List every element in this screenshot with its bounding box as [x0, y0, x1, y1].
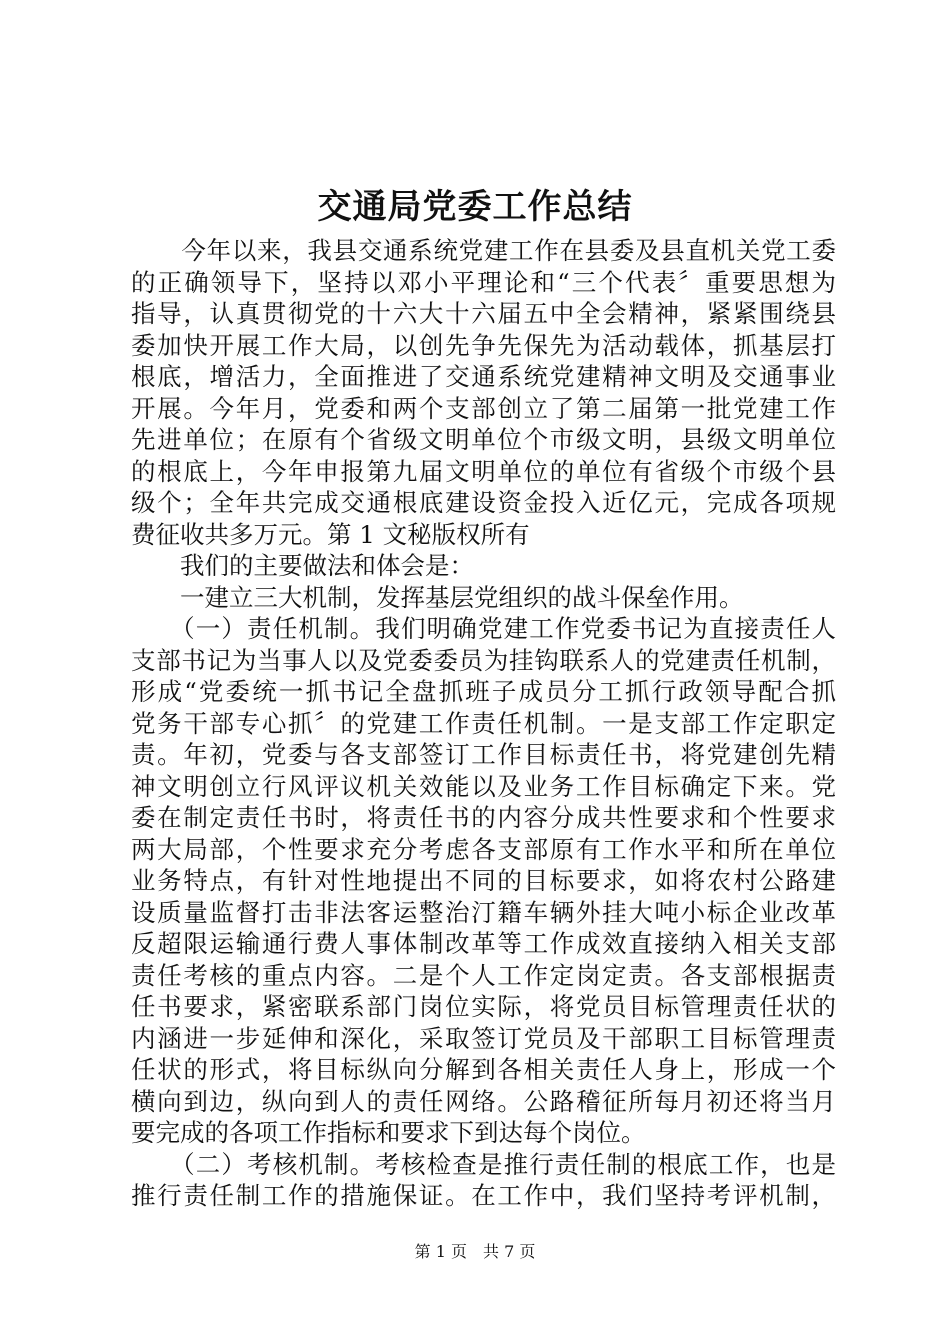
body-line: 业务特点，有针对性地提出不同的目标要求，如将农村公路建 [131, 866, 836, 895]
body-line: 形成“党委统一抓书记全盘抓班子成员分工抓行政领导配合抓 [131, 677, 836, 706]
body-line: 责。年初，党委与各支部签订工作目标责任书，将党建创先精 [131, 740, 836, 769]
document-title: 交通局党委工作总结 [317, 187, 633, 227]
body-line: 根底，增活力，全面推进了交通系统党建精神文明及交通事业 [131, 362, 836, 391]
body-line: 的正确领导下，坚持以邓小平理论和“三个代表〞重要思想为 [131, 267, 836, 297]
body-line: 内涵进一步延伸和深化，采取签订党员及干部职工目标管理责 [131, 1023, 836, 1053]
body-line: 我们的主要做法和体会是： [131, 551, 474, 580]
body-line: 要完成的各项工作指标和要求下到达每个岗位。 [131, 1118, 646, 1147]
body-line: 的根底上，今年申报第九届文明单位的单位有省级个市级个县 [131, 456, 836, 486]
body-line: 开展。今年月，党委和两个支部创立了第二届第一批党建工作 [131, 393, 836, 423]
body-line: 责任考核的重点内容。二是个人工作定岗定责。各支部根据责 [131, 960, 836, 990]
body-line: 委在制定责任书时，将责任书的内容分成共性要求和个性要求 [131, 803, 836, 832]
document-body [131, 235, 836, 1212]
body-line: 任状的形式，将目标纵向分解到各相关责任人身上，形成一个 [131, 1055, 836, 1084]
body-line: 一建立三大机制，发挥基层党组织的战斗保垒作用。 [131, 582, 744, 612]
body-line: 指导，认真贯彻党的十六大十六届五中全会精神，紧紧围绕县 [131, 299, 836, 328]
body-line: （一）责任机制。我们明确党建工作党委书记为直接责任人 [131, 614, 836, 643]
body-line: 神文明创立行风评议机关效能以及业务工作目标确定下来。党 [131, 771, 836, 801]
body-line: 先进单位；在原有个省级文明单位个市级文明，县级文明单位 [131, 425, 836, 454]
page-footer: 第 1 页 共 7 页 [414, 1242, 536, 1261]
body-line: 级个；全年共完成交通根底建设资金投入近亿元，完成各项规 [131, 488, 836, 517]
body-line: 费征收共多万元。第 1 文秘版权所有 [131, 519, 530, 549]
body-line: 横向到边，纵向到人的责任网络。公路稽征所每月初还将当月 [131, 1086, 836, 1116]
body-line: 党务干部专心抓〞的党建工作责任机制。一是支部工作定职定 [131, 708, 836, 738]
body-line: （二）考核机制。考核检查是推行责任制的根底工作，也是 [131, 1149, 836, 1179]
body-line: 推行责任制工作的措施保证。在工作中，我们坚持考评机制， [131, 1181, 836, 1210]
body-line: 今年以来，我县交通系统党建工作在县委及县直机关党工委 [131, 236, 836, 265]
body-line: 支部书记为当事人以及党委委员为挂钩联系人的党建责任机制， [131, 645, 836, 675]
body-line: 反超限运输通行费人事体制改革等工作成效直接纳入相关支部 [131, 929, 836, 958]
body-line: 任书要求，紧密联系部门岗位实际，将党员目标管理责任状的 [131, 992, 836, 1021]
body-line: 委加快开展工作大局，以创先争先保先为活动载体，抓基层打 [131, 330, 836, 360]
body-line: 两大局部，个性要求充分考虑各支部原有工作水平和所在单位 [131, 834, 836, 864]
body-line: 设质量监督打击非法客运整治汀籍车辆外挂大吨小标企业改革 [131, 897, 836, 927]
